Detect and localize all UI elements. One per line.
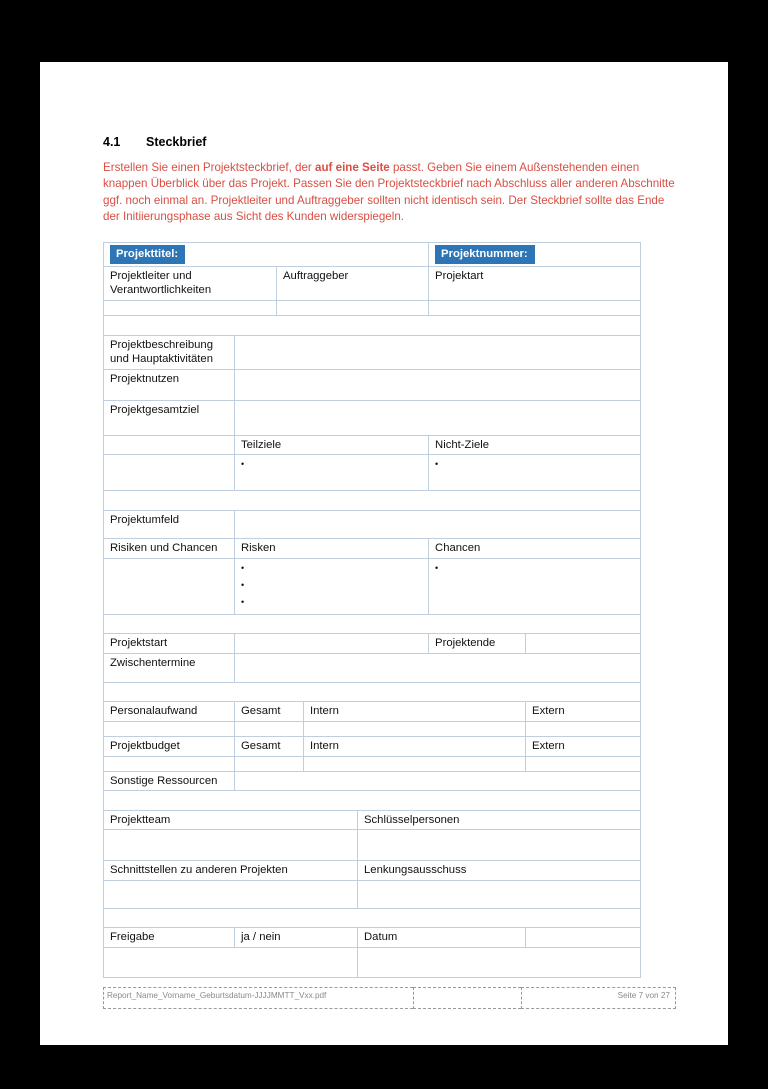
cell-personal-eingabe-spacer — [104, 721, 235, 736]
table-row-projektumfeld — [104, 510, 641, 538]
bullet-item — [241, 595, 423, 612]
input-projektgesamtziel[interactable] — [235, 400, 641, 435]
table-row-freigabe-eingabe — [104, 948, 641, 978]
bullet-item — [241, 457, 423, 474]
cell-projektleiter-label: Projektleiter und Verantwortlichkeiten — [104, 266, 277, 300]
input-budget-extern[interactable] — [526, 756, 641, 771]
cell-personal-gesamt-label: Gesamt — [235, 702, 304, 722]
section-band-termine: Termine — [104, 614, 641, 634]
heading-number: 4.1 — [103, 135, 121, 149]
section-band-umfeld: Umfeld, Risiken und Chancen — [104, 491, 641, 511]
table-row-sonstige-ressourcen — [104, 771, 641, 791]
projektnummer-tag: Projektnummer: — [435, 245, 535, 264]
footer-filename: Report_Name_Vorname_Geburtsdatum-JJJJMMTT_Vxx.pdf — [103, 987, 413, 1009]
bullet-glyph: • — [241, 459, 245, 470]
bullet-item — [241, 578, 423, 595]
input-projektart[interactable] — [429, 300, 641, 315]
intro-text-part1: Erstellen Sie einen Projektsteckbrief, der — [103, 161, 316, 174]
cell-freigabe-label: Freigabe — [104, 928, 235, 948]
cell-projektbudget-label: Projektbudget — [104, 736, 235, 756]
input-nicht-ziele[interactable] — [429, 455, 641, 491]
bullet-item — [435, 457, 635, 474]
bullet-item — [241, 561, 423, 578]
input-personal-extern[interactable] — [526, 721, 641, 736]
input-projektende[interactable] — [526, 634, 641, 654]
cell-schluesselpersonen-label: Schlüsselpersonen — [358, 810, 641, 830]
table-row-nutzen — [104, 369, 641, 400]
input-freigabe[interactable] — [104, 948, 358, 978]
cell-zwischentermine-label: Zwischentermine — [104, 653, 235, 682]
table-row-beschreibung — [104, 335, 641, 369]
table-row-schnittstellen-eingabe — [104, 880, 641, 908]
cell-projekttitel[interactable] — [104, 243, 429, 267]
bullet-glyph: • — [241, 579, 245, 590]
table-row-team-header — [104, 810, 641, 830]
table-row-personalaufwand — [104, 702, 641, 722]
table-row-band-beteiligte — [104, 791, 641, 811]
page-footer — [103, 987, 676, 1009]
cell-personal-intern-label: Intern — [304, 702, 526, 722]
bullet-item — [435, 561, 635, 578]
table-row-projektbudget — [104, 736, 641, 756]
section-band-ressourcen: Ressourcen und Budget — [104, 682, 641, 702]
section-heading — [103, 135, 676, 149]
input-teilziele[interactable] — [235, 455, 429, 491]
bullet-glyph: • — [435, 459, 439, 470]
cell-projektteam-label: Projektteam — [104, 810, 358, 830]
cell-lenkungsausschuss-label: Lenkungsausschuss — [358, 861, 641, 881]
page-content — [103, 135, 676, 978]
table-row-band-inhalt — [104, 315, 641, 335]
cell-projektumfeld-label: Projektumfeld — [104, 510, 235, 538]
cell-schnittstellen-label: Schnittstellen zu anderen Projekten — [104, 861, 358, 881]
cell-projektstart-label: Projektstart — [104, 634, 235, 654]
table-row-freigabe — [104, 928, 641, 948]
table-row-schnittstellen-header — [104, 861, 641, 881]
cell-auftraggeber-label: Auftraggeber — [277, 266, 429, 300]
cell-budget-extern-label: Extern — [526, 736, 641, 756]
table-row-band-umfeld — [104, 491, 641, 511]
cell-projektart-label: Projektart — [429, 266, 641, 300]
table-row-ziele-bullets — [104, 455, 641, 491]
table-row-band-entscheidung — [104, 908, 641, 928]
input-budget-gesamt[interactable] — [235, 756, 304, 771]
input-datum[interactable] — [526, 928, 641, 948]
cell-sonstige-ressourcen-label: Sonstige Ressourcen — [104, 771, 235, 791]
table-row-personalaufwand-eingabe — [104, 721, 641, 736]
input-chancen[interactable] — [429, 558, 641, 614]
table-row-gesamtziel — [104, 400, 641, 435]
cell-ziele-bullets-spacer — [104, 455, 235, 491]
input-budget-intern[interactable] — [304, 756, 526, 771]
table-row-projektstart — [104, 634, 641, 654]
input-personal-gesamt[interactable] — [235, 721, 304, 736]
cell-personalaufwand-label: Personalaufwand — [104, 702, 235, 722]
input-auftraggeber[interactable] — [277, 300, 429, 315]
projekttitel-tag: Projekttitel: — [110, 245, 185, 264]
cell-nicht-ziele-label: Nicht-Ziele — [429, 435, 641, 455]
cell-risken-label: Risken — [235, 538, 429, 558]
input-freigabe-datum[interactable] — [358, 948, 641, 978]
input-projektbeschreibung[interactable] — [235, 335, 641, 369]
cell-datum-label: Datum — [358, 928, 526, 948]
table-row-risiken-bullets — [104, 558, 641, 614]
cell-ja-nein[interactable]: ja / nein — [235, 928, 358, 948]
table-row-titel — [104, 243, 641, 267]
document-page — [40, 62, 728, 1045]
cell-teilziele-label: Teilziele — [235, 435, 429, 455]
cell-budget-intern-label: Intern — [304, 736, 526, 756]
intro-text-part2: passt. Geben Sie einem Außenstehenden einen knappen Überblick über das Projekt. Passen Sie den Projektsteckbrief nach Abschluss aller anderen Abschnitte ggf. noch einmal an. Projektleiter und Auftraggeber sollten nicht identisch sein. Der Steckbrief sollte das Ende der Initiierungsphase aus Sicht des Kunden widerspiegeln. — [103, 161, 675, 223]
input-personal-intern[interactable] — [304, 721, 526, 736]
input-zwischentermine[interactable] — [235, 653, 641, 682]
cell-projektnummer[interactable] — [429, 243, 641, 267]
cell-projektgesamtziel-label: Projektgesamtziel — [104, 400, 235, 435]
cell-projektende-label: Projektende — [429, 634, 526, 654]
footer-page-info: Seite 7 von 27 — [521, 987, 676, 1009]
cell-personal-extern-label: Extern — [526, 702, 641, 722]
footer-middle — [413, 987, 521, 1009]
intro-text-bold: auf eine Seite — [315, 161, 390, 174]
cell-risiken-bullets-spacer — [104, 558, 235, 614]
table-row-ziele-header — [104, 435, 641, 455]
input-projektumfeld[interactable] — [235, 510, 641, 538]
input-projektnutzen[interactable] — [235, 369, 641, 400]
table-row-band-termine — [104, 614, 641, 634]
bullet-glyph: • — [241, 596, 245, 607]
bullet-glyph: • — [435, 562, 439, 573]
table-row-risiken-header — [104, 538, 641, 558]
input-schnittstellen[interactable] — [104, 880, 358, 908]
cell-budget-eingabe-spacer — [104, 756, 235, 771]
cell-projektbeschreibung-label: Projektbeschreibung und Hauptaktivitäten — [104, 335, 235, 369]
input-projektstart[interactable] — [235, 634, 429, 654]
input-risken[interactable] — [235, 558, 429, 614]
table-row-team-eingabe — [104, 830, 641, 861]
input-projektteam[interactable] — [104, 830, 358, 861]
table-row-projektbudget-eingabe — [104, 756, 641, 771]
section-band-entscheidung: Projektentscheidung — [104, 908, 641, 928]
bullet-glyph: • — [241, 562, 245, 573]
cell-ziele-spacer — [104, 435, 235, 455]
cell-budget-gesamt-label: Gesamt — [235, 736, 304, 756]
steckbrief-table — [103, 242, 641, 978]
cell-chancen-label: Chancen — [429, 538, 641, 558]
input-schluesselpersonen[interactable] — [358, 830, 641, 861]
heading-title: Steckbrief — [146, 135, 207, 149]
intro-paragraph — [103, 160, 676, 225]
input-sonstige-ressourcen[interactable] — [235, 771, 641, 791]
cell-risiken-chancen-label: Risiken und Chancen — [104, 538, 235, 558]
table-row-rollen — [104, 266, 641, 300]
table-row-band-ressourcen — [104, 682, 641, 702]
section-band-projektinhalt: Projektinhalt und Ziele — [104, 315, 641, 335]
input-projektleiter[interactable] — [104, 300, 277, 315]
table-row-rollen-eingabe — [104, 300, 641, 315]
table-row-zwischentermine — [104, 653, 641, 682]
section-band-beteiligte: Projektbeteiligte — [104, 791, 641, 811]
cell-projektnutzen-label: Projektnutzen — [104, 369, 235, 400]
input-lenkungsausschuss[interactable] — [358, 880, 641, 908]
